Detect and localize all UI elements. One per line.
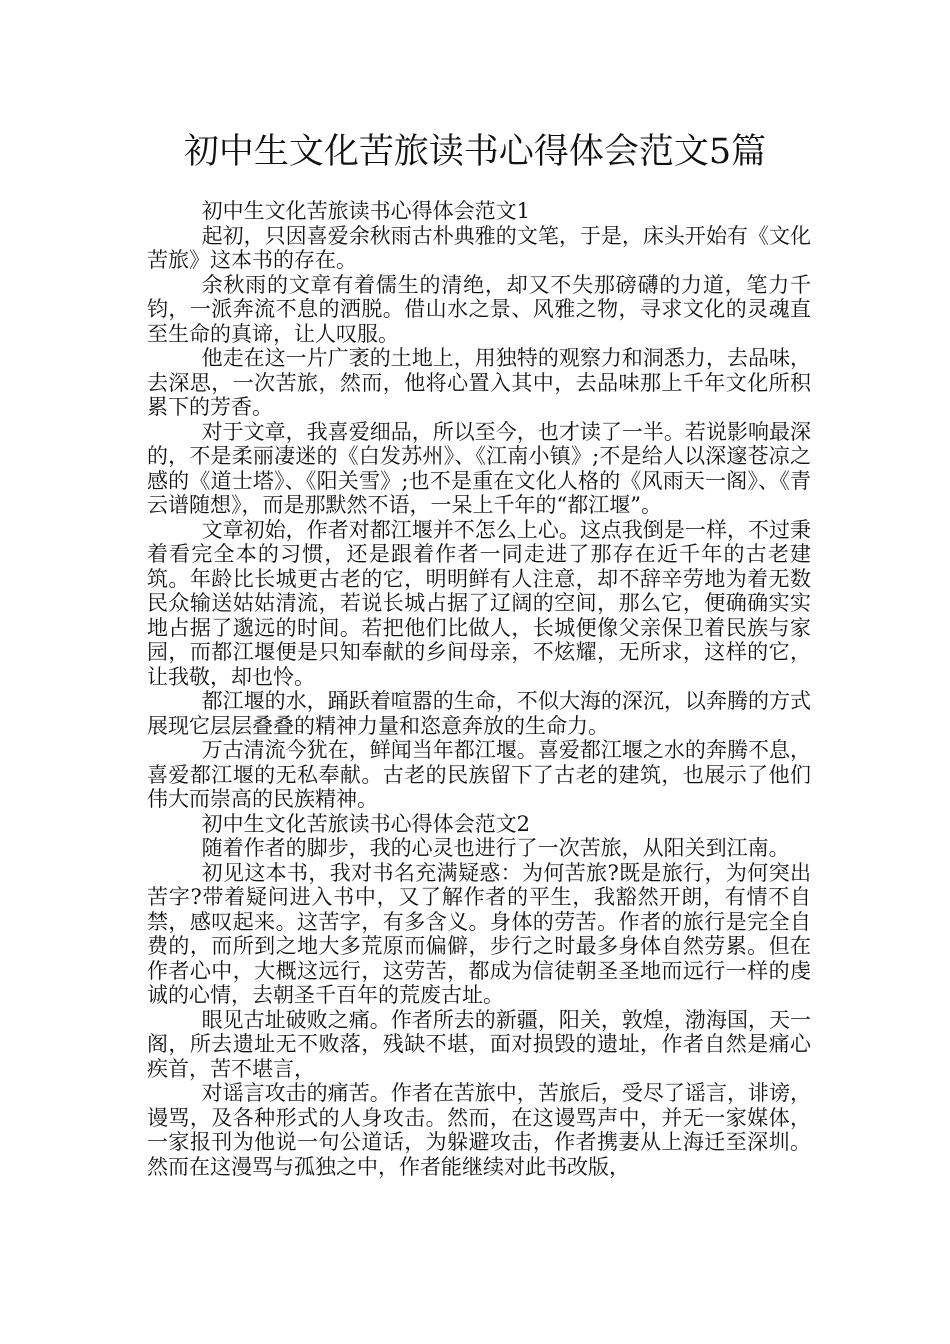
body-paragraph: 对于文章，我喜爱细品，所以至今，也才读了一半。若说影响最深的，不是柔丽凄迷的《白发苏州》、《江南小镇》;不是给人以深邃苍凉之感的《道士塔》、《阳关雪》;也不是重在文化人格的《风雨天一阁》、《青云谱随想》，而是那默然不语，一呆上千年的“都江堰”。 xyxy=(147,419,811,517)
document-body xyxy=(147,199,811,1179)
body-paragraph: 随着作者的脚步，我的心灵也进行了一次苦旅，从阳关到江南。 xyxy=(201,836,790,860)
body-paragraph: 他走在这一片广袤的土地上，用独特的观察力和洞悉力，去品味，去深思，一次苦旅，然而，他将心置入其中，去品味那上千年文化所积累下的芳香。 xyxy=(147,346,811,419)
body-paragraph: 文章初始，作者对都江堰并不怎么上心。这点我倒是一样，不过秉着看完全本的习惯，还是跟着作者一同走进了那存在近千年的古老建筑。年龄比长城更古老的它，明明鲜有人注意，却不辞辛劳地为着无数民众输送姑姑清流，若说长城占据了辽阔的空间，那么它，便确确实实地占据了邈远的时间。若把他们比做人，长城便像父亲保卫着民族与家园，而都江堰便是只知奉献的乡间母亲，不炫耀，无所求，这样的它，让我敬，却也怜。 xyxy=(147,517,811,689)
section-heading: 初中生文化苦旅读书心得体会范文2 xyxy=(201,811,530,836)
body-paragraph: 起初，只因喜爱余秋雨古朴典雅的文笔，于是，床头开始有《文化苦旅》这本书的存在。 xyxy=(147,223,811,272)
document-title: 初中生文化苦旅读书心得体会范文5篇 xyxy=(183,132,767,172)
body-paragraph: 初见这本书，我对书名充满疑惑：为何苦旅?既是旅行，为何突出苦字?带着疑问进入书中，又了解作者的平生，我豁然开朗，有情不自禁，感叹起来。这苦字，有多含义。身体的劳苦。作者的旅行是完全自费的，而所到之地大多荒原而偏僻，步行之时最多身体自然劳累。但在作者心中，大概这远行，这劳苦，都成为信徒朝圣圣地而远行一样的虔诚的心情，去朝圣千百年的荒废古址。 xyxy=(147,860,811,1007)
body-paragraph: 余秋雨的文章有着儒生的清绝，却又不失那磅礴的力道，笔力千钧，一派奔流不息的洒脱。借山水之景、风雅之物，寻求文化的灵魂直至生命的真谛，让人叹服。 xyxy=(147,272,811,346)
body-paragraph: 都江堰的水，踊跃着喧嚣的生命，不似大海的深沉，以奔腾的方式展现它层层叠叠的精神力量和恣意奔放的生命力。 xyxy=(147,689,811,738)
body-paragraph: 对谣言攻击的痛苦。作者在苦旅中，苦旅后，受尽了谣言，诽谤，谩骂，及各种形式的人身攻击。然而，在这谩骂声中，并无一家媒体，一家报刊为他说一句公道话，为躲避攻击，作者携妻从上海迁至深圳。然而在这漫骂与孤独之中，作者能继续对此书改版， xyxy=(147,1081,811,1179)
section-heading: 初中生文化苦旅读书心得体会范文1 xyxy=(201,199,530,223)
body-paragraph: 眼见古址破败之痛。作者所去的新疆，阳关，敦煌，渤海国，天一阁，所去遗址无不败落，残缺不堪，面对损毁的遗址，作者自然是痛心疾首，苦不堪言， xyxy=(147,1007,811,1081)
body-paragraph: 万古清流今犹在，鲜闻当年都江堰。喜爱都江堰之水的奔腾不息，喜爱都江堰的无私奉献。古老的民族留下了古老的建筑，也展示了他们伟大而崇高的民族精神。 xyxy=(147,738,811,811)
